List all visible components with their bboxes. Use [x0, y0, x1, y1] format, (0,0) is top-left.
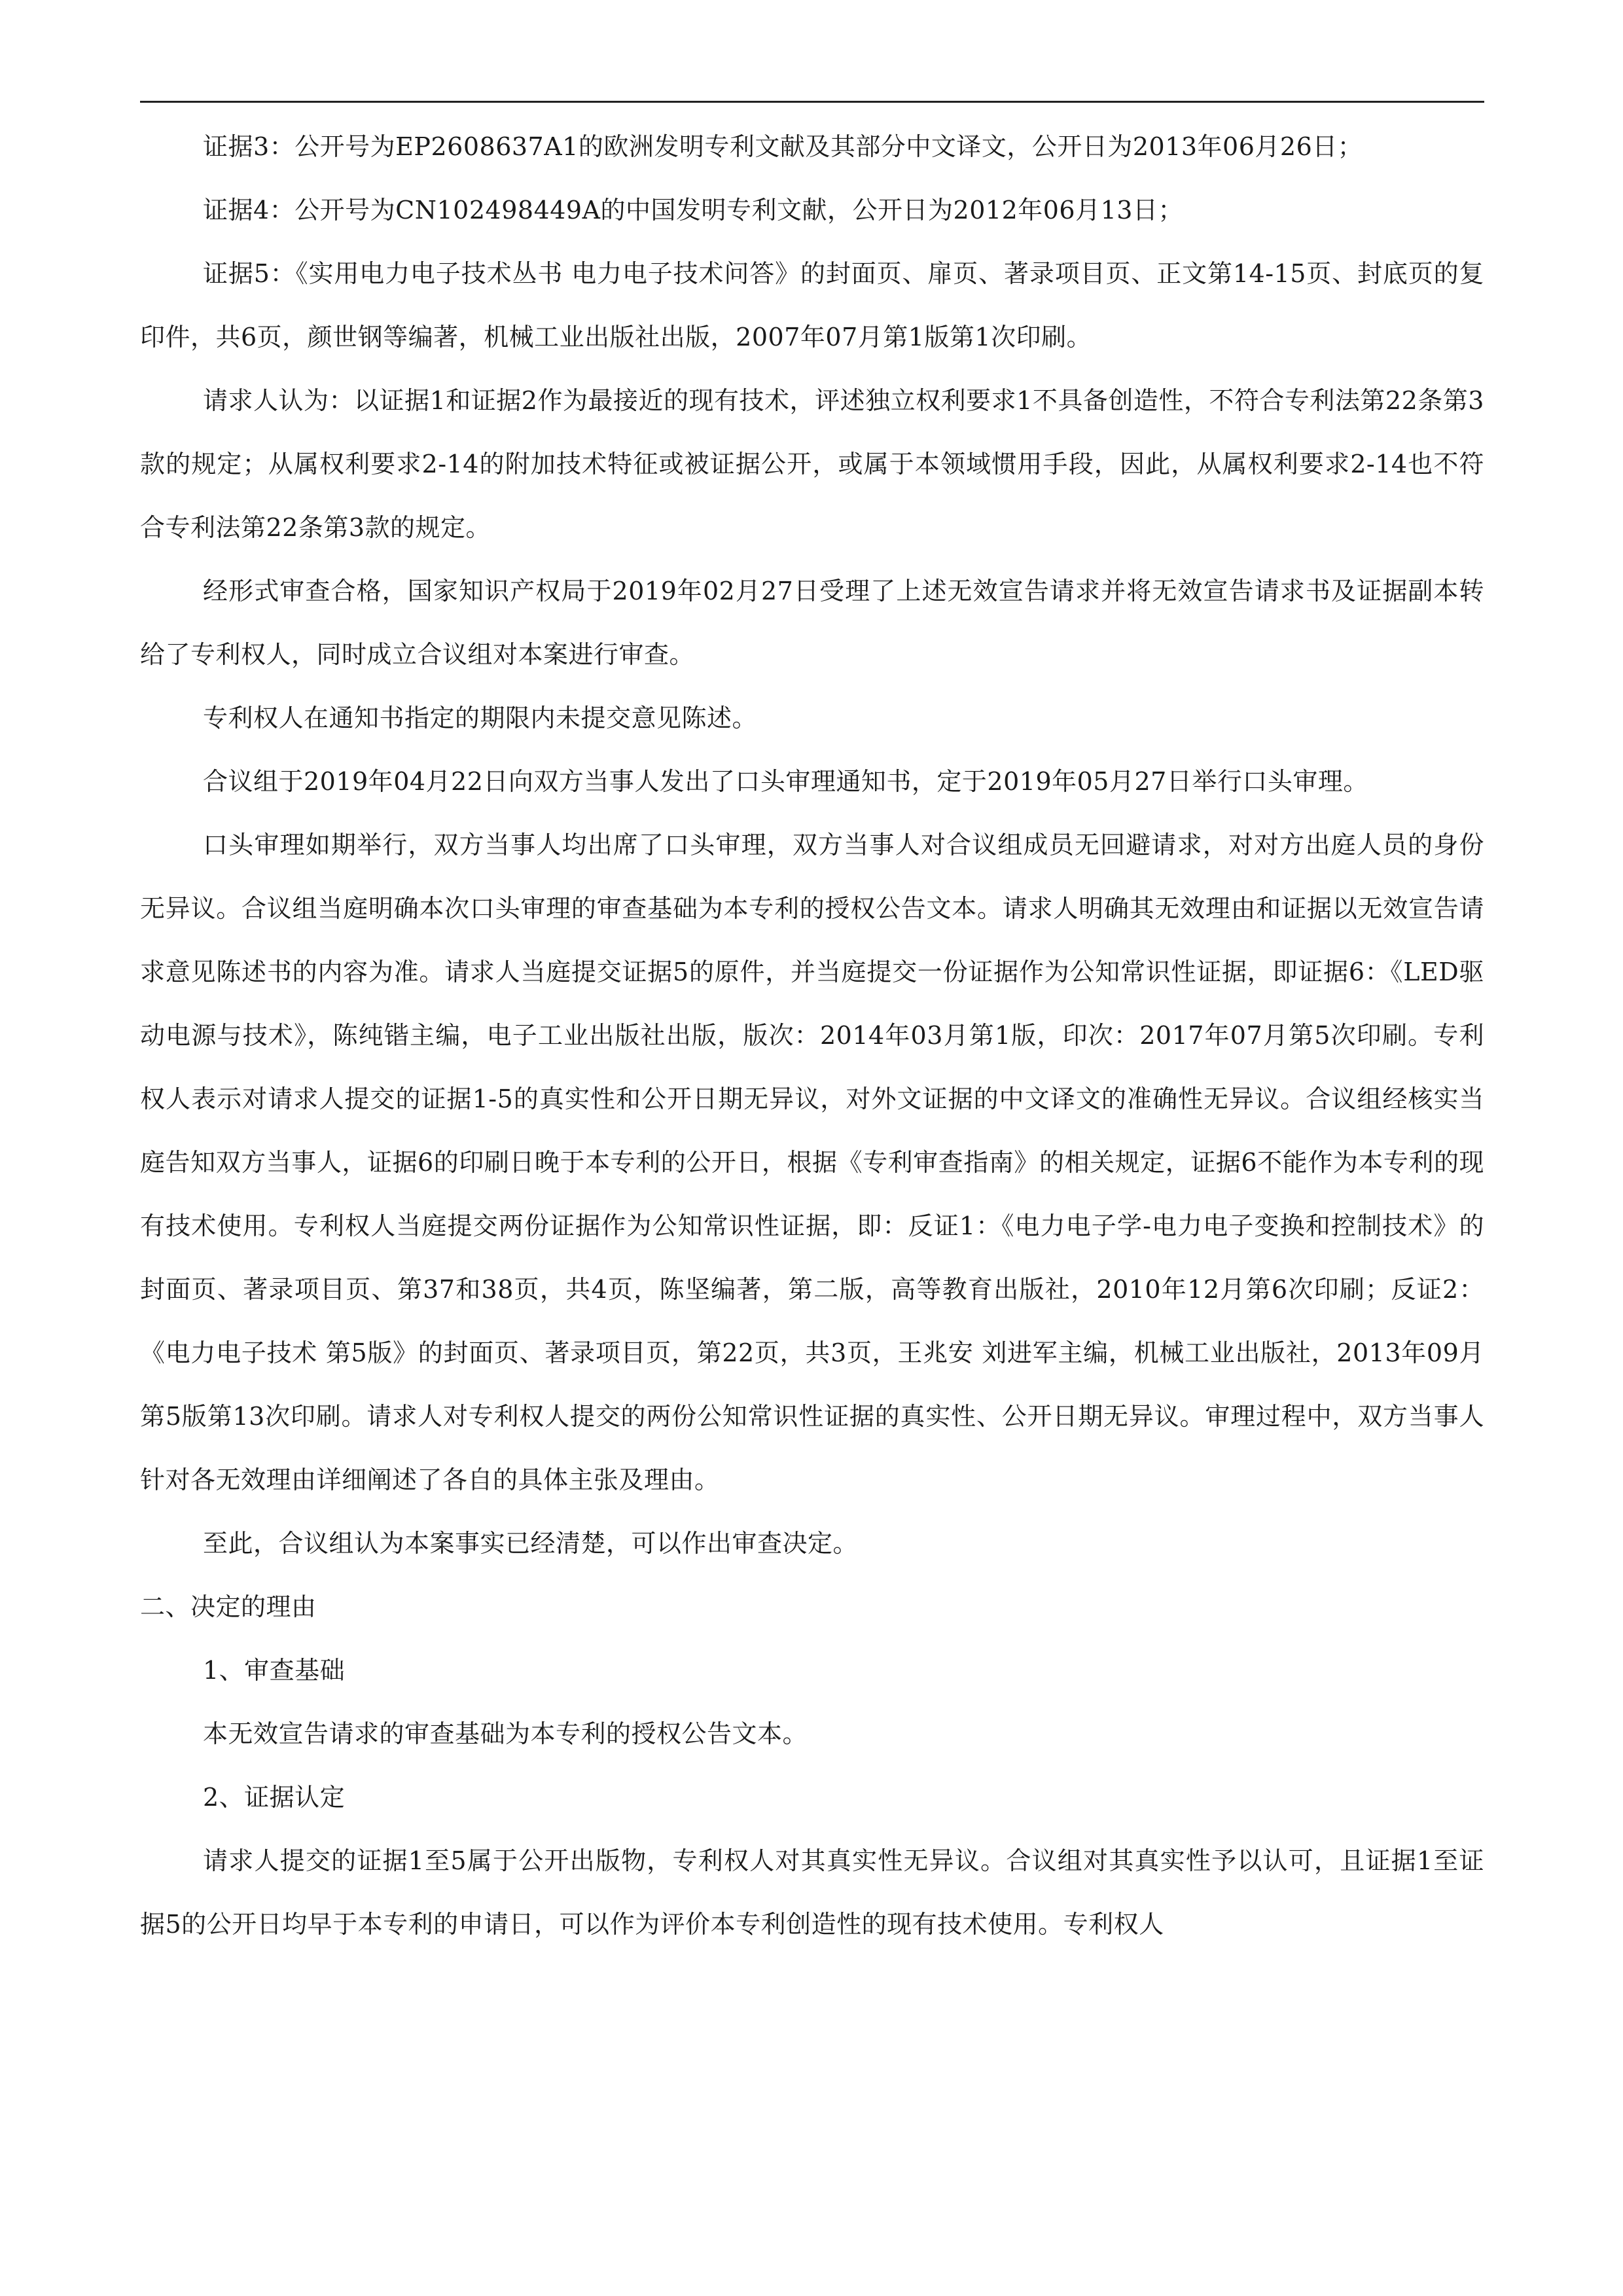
paragraph-evidence-identification: 请求人提交的证据1至5属于公开出版物，专利权人对其真实性无异议。合议组对其真实性予以认可，且证据1至证据5的公开日均早于本专利的申请日，可以作为评价本专利创造性的现有技术使用。专利权人: [140, 1846, 1484, 1939]
subsection-heading-examination-basis: 1、审查基础: [203, 1656, 346, 1685]
document-body: [140, 115, 1484, 1956]
paragraph-facts-clear: 至此，合议组认为本案事实已经清楚，可以作出审查决定。: [203, 1529, 859, 1558]
paragraph-formal-examination: 经形式审查合格，国家知识产权局于2019年02月27日受理了上述无效宣告请求并将无效宣告请求书及证据副本转给了专利权人，同时成立合议组对本案进行审查。: [140, 577, 1484, 669]
section-heading-reasons: 二、决定的理由: [140, 1592, 317, 1621]
paragraph-requester-opinion: 请求人认为：以证据1和证据2作为最接近的现有技术，评述独立权利要求1不具备创造性，不符合专利法第22条第3款的规定；从属权利要求2-14的附加技术特征或被证据公开，或属于本领域惯用手段，因此，从属权利要求2-14也不符合专利法第22条第3款的规定。: [140, 386, 1484, 542]
subsection-heading-evidence-identification: 2、证据认定: [203, 1783, 346, 1812]
paragraph-evidence-4: 证据4：公开号为CN102498449A的中国发明专利文献，公开日为2012年06月13日；: [203, 196, 1183, 224]
header-rule: [140, 101, 1484, 103]
paragraph-oral-hearing: 口头审理如期举行，双方当事人均出席了口头审理，双方当事人对合议组成员无回避请求，对对方出庭人员的身份无异议。合议组当庭明确本次口头审理的审查基础为本专利的授权公告文本。请求人明确其无效理由和证据以无效宣告请求意见陈述书的内容为准。请求人当庭提交证据5的原件，并当庭提交一份证据作为公知常识性证据，即证据6：《LED驱动电源与技术》，陈纯锴主编，电子工业出版社出版，版次：2014年03月第1版，印次：2017年07月第5次印刷。专利权人表示对请求人提交的证据1-5的真实性和公开日期无异议，对外文证据的中文译文的准确性无异议。合议组经核实当庭告知双方当事人，证据6的印刷日晚于本专利的公开日，根据《专利审查指南》的相关规定，证据6不能作为本专利的现有技术使用。专利权人当庭提交两份证据作为公知常识性证据，即：反证1：《电力电子学-电力电子变换和控制技术》的封面页、著录项目页、第37和38页，共4页，陈坚编著，第二版，高等教育出版社，2010年12月第6次印刷；反证2：《电力电子技术 第5版》的封面页、著录项目页，第22页，共3页，王兆安 刘进军主编，机械工业出版社，2013年09月第5版第13次印刷。请求人对专利权人提交的两份公知常识性证据的真实性、公开日期无异议。审理过程中，双方当事人针对各无效理由详细阐述了各自的具体主张及理由。: [140, 831, 1484, 1494]
paragraph-evidence-5: 证据5：《实用电力电子技术丛书 电力电子技术问答》的封面页、扉页、著录项目页、正文第14-15页、封底页的复印件，共6页，颜世钢等编著，机械工业出版社出版，2007年07月第1版第1次印刷。: [140, 259, 1484, 351]
paragraph-evidence-3: 证据3：公开号为EP2608637A1的欧洲发明专利文献及其部分中文译文，公开日为2013年06月26日；: [203, 132, 1363, 161]
paragraph-examination-basis: 本无效宣告请求的审查基础为本专利的授权公告文本。: [203, 1719, 808, 1748]
paragraph-patentee-no-response: 专利权人在通知书指定的期限内未提交意见陈述。: [203, 704, 758, 732]
paragraph-oral-hearing-notice: 合议组于2019年04月22日向双方当事人发出了口头审理通知书，定于2019年05月27日举行口头审理。: [203, 767, 1368, 796]
